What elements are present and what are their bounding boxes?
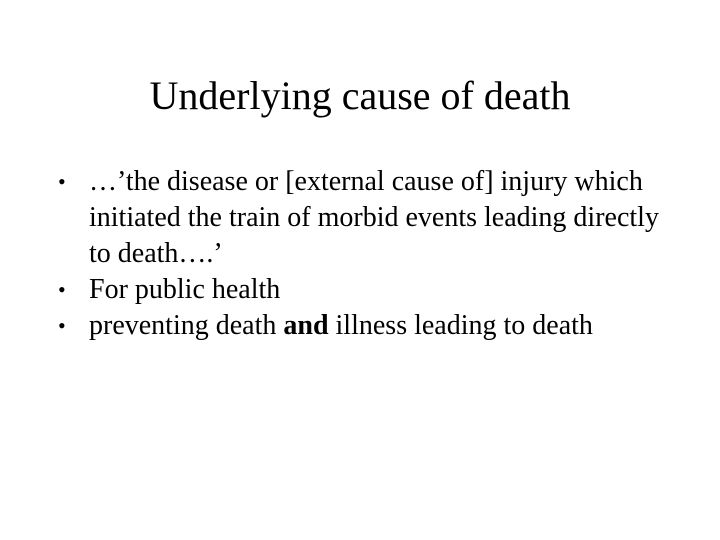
- bullet-item-prevention: [58, 308, 678, 344]
- bullet-icon: •: [58, 277, 66, 302]
- bullet-text-prevention-emphasis: and: [283, 310, 329, 341]
- bullet-text-prevention-end: illness leading to death: [328, 310, 593, 341]
- bullet-text-definition: …’the disease or [external cause of] injury which initiated the train of morbid events leading directly to death….’: [89, 166, 659, 269]
- bullet-list: [58, 164, 678, 344]
- bullet-text-public-health: For public health: [89, 274, 281, 305]
- bullet-icon: •: [58, 313, 66, 338]
- bullet-icon: •: [58, 169, 66, 194]
- slide-title: Underlying cause of death: [149, 73, 571, 118]
- bullet-text-prevention-start: preventing death: [89, 310, 284, 341]
- bullet-item-definition: [58, 164, 678, 272]
- bullet-item-public-health: [58, 272, 678, 308]
